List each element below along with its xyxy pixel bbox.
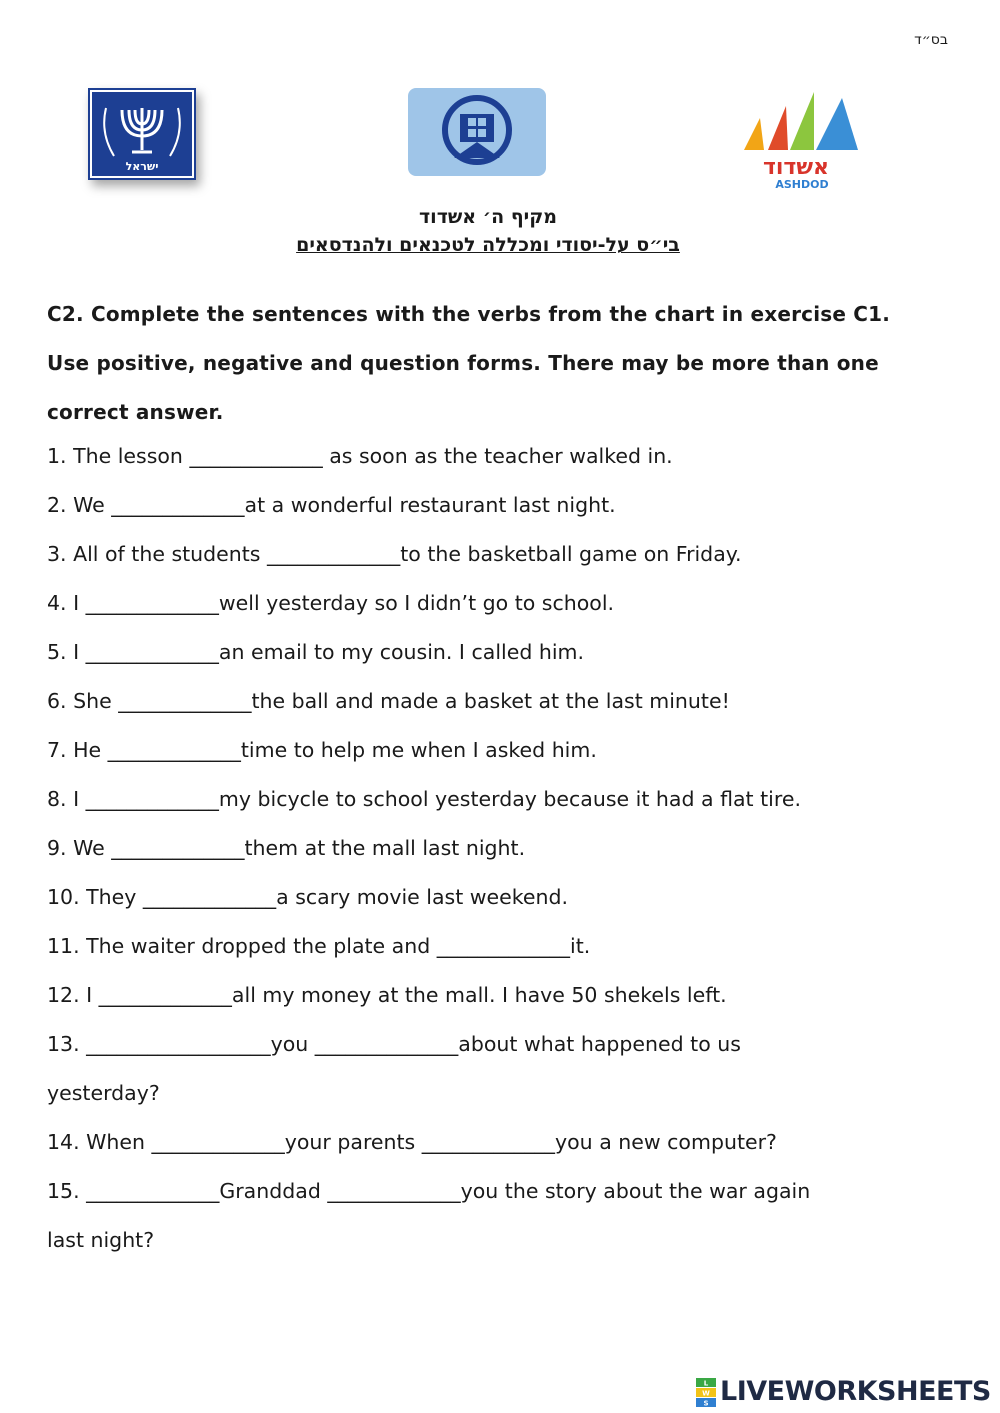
question-4[interactable]: 4. I _____________well yesterday so I didn’t go to school. <box>47 591 615 615</box>
ashdod-city-logo <box>724 88 864 190</box>
question-15-continued: last night? <box>47 1228 155 1252</box>
instruction-line: C2. Complete the sentences with the verbs from the chart in exercise C1. <box>47 302 891 326</box>
israel-emblem-logo <box>88 88 196 180</box>
lw-icon-letter-l: L <box>703 1379 709 1388</box>
question-14[interactable]: 14. When _____________your parents _____________you a new computer? <box>47 1130 777 1154</box>
question-12[interactable]: 12. I _____________all my money at the mall. I have 50 shekels left. <box>47 983 727 1007</box>
liveworksheets-logo-text: LIVEWORKSHEETS <box>720 1376 991 1407</box>
question-7[interactable]: 7. He _____________time to help me when I asked him. <box>47 738 597 762</box>
school-logo <box>408 88 546 176</box>
question-6[interactable]: 6. She _____________the ball and made a basket at the last minute! <box>47 689 730 713</box>
school-subtitle: בי״ס על-יסודי ומכללה לטכנאים ולהנדסאים <box>296 234 680 256</box>
instruction-line: correct answer. <box>47 400 224 424</box>
school-name: מקיף ה׳ אשדוד <box>419 206 557 228</box>
question-13[interactable]: 13. __________________you ______________about what happened to us <box>47 1032 741 1056</box>
question-11[interactable]: 11. The waiter dropped the plate and _____________it. <box>47 934 591 958</box>
question-1[interactable]: 1. The lesson _____________ as soon as the teacher walked in. <box>47 444 673 468</box>
lw-icon-letter-s: S <box>703 1399 709 1408</box>
question-2[interactable]: 2. We _____________at a wonderful restaurant last night. <box>47 493 616 517</box>
instruction-line: Use positive, negative and question forms. There may be more than one <box>47 351 879 375</box>
besd-heading: בס״ד <box>914 32 948 48</box>
question-list <box>47 432 967 1265</box>
question-5[interactable]: 5. I _____________an email to my cousin. I called him. <box>47 640 585 664</box>
israel-logo-text: ישראל <box>125 160 159 173</box>
question-13-continued: yesterday? <box>47 1081 160 1105</box>
liveworksheets-icon <box>696 1376 718 1410</box>
question-8[interactable]: 8. I _____________my bicycle to school yesterday because it had a flat tire. <box>47 787 801 811</box>
lw-icon-letter-w: W <box>702 1389 710 1398</box>
question-3[interactable]: 3. All of the students _____________to the basketball game on Friday. <box>47 542 742 566</box>
question-9[interactable]: 9. We _____________them at the mall last night. <box>47 836 526 860</box>
question-15[interactable]: 15. _____________Granddad _____________you the story about the war again <box>47 1179 811 1203</box>
ashdod-logo-text: אשדוד <box>762 155 830 180</box>
exercise-instructions <box>47 290 947 437</box>
ashdod-logo-latin: ASHDOD <box>775 178 829 190</box>
question-10[interactable]: 10. They _____________a scary movie last weekend. <box>47 885 569 909</box>
